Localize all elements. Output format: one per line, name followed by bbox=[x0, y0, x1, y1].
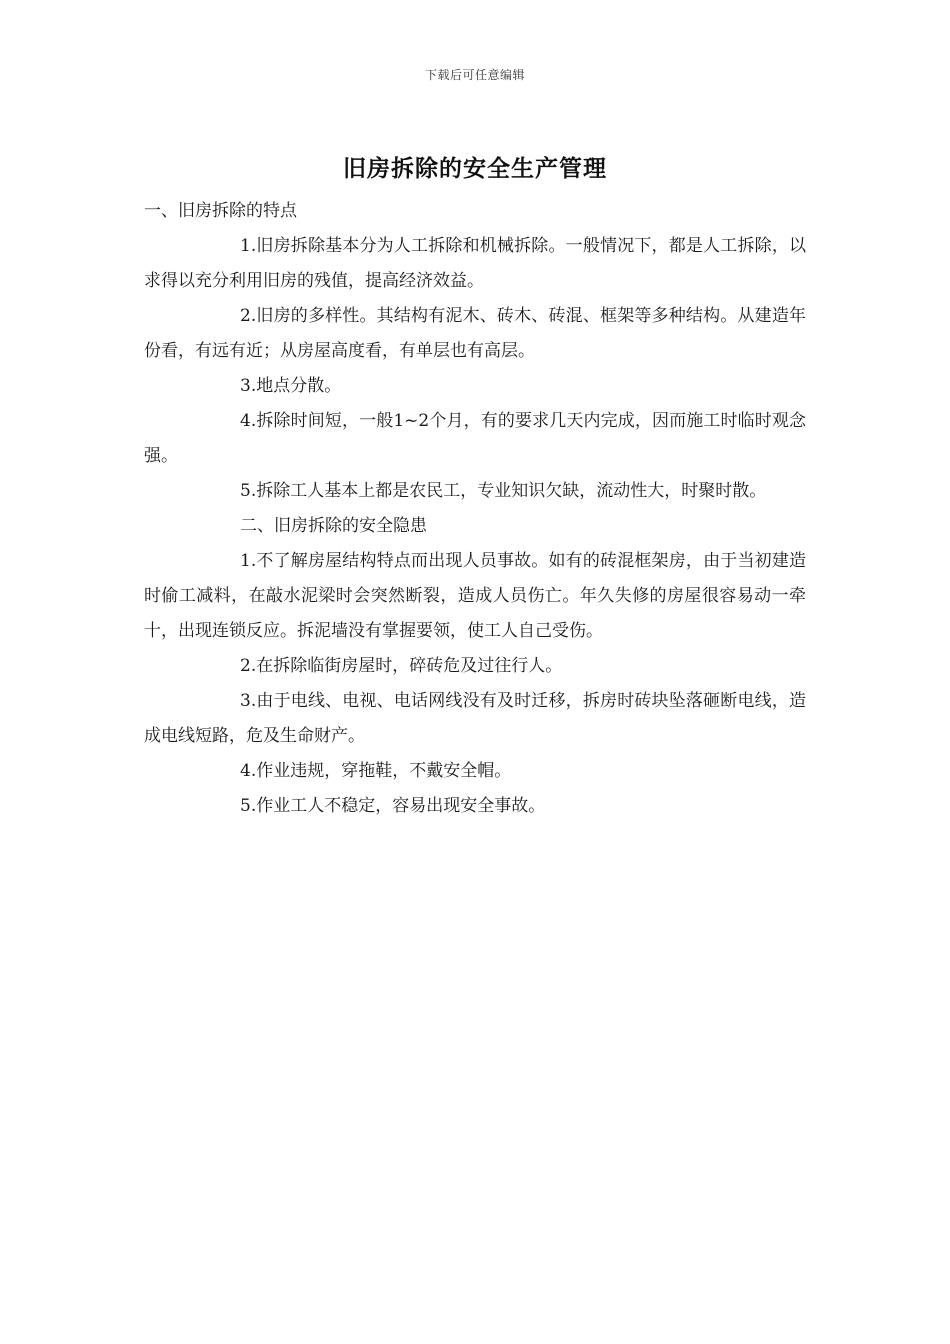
section-1-paragraph: 3.地点分散。 bbox=[240, 376, 342, 396]
section-1-paragraph: 5.拆除工人基本上都是农民工，专业知识欠缺，流动性大，时聚时散。 bbox=[240, 481, 767, 501]
document-title: 旧房拆除的安全生产管理 bbox=[343, 156, 607, 182]
section-2-paragraph: 1.不了解房屋结构特点而出现人员事故。如有的砖混框架房，由于当初建造时偷工减料，在敲水泥梁时会突然断裂，造成人员伤亡。年久失修的房屋很容易动一牵十，出现连锁反应。拆泥墙没有掌握要领，使工人自己受伤。 bbox=[144, 551, 806, 641]
section-2-paragraph: 4.作业违规，穿拖鞋，不戴安全帽。 bbox=[240, 761, 512, 781]
section-1-paragraph: 1.旧房拆除基本分为人工拆除和机械拆除。一般情况下，都是人工拆除，以求得以充分利用旧房的残值，提高经济效益。 bbox=[144, 236, 806, 291]
header-note: 下载后可任意编辑 bbox=[424, 68, 525, 82]
section-2-paragraph: 3.由于电线、电视、电话网线没有及时迁移，拆房时砖块坠落砸断电线，造成电线短路，危及生命财产。 bbox=[144, 691, 806, 746]
section-2-paragraph: 2.在拆除临街房屋时，碎砖危及过往行人。 bbox=[240, 656, 563, 676]
section-1-paragraph: 4.拆除时间短，一般1~2个月，有的要求几天内完成，因而施工时临时观念强。 bbox=[144, 411, 806, 466]
section-1-paragraph: 2.旧房的多样性。其结构有泥木、砖木、砖混、框架等多种结构。从建造年份看，有远有近；从房屋高度看，有单层也有高层。 bbox=[144, 306, 806, 361]
section-2-paragraph: 5.作业工人不稳定，容易出现安全事故。 bbox=[240, 796, 546, 816]
section-2-heading: 二、旧房拆除的安全隐患 bbox=[240, 516, 427, 536]
document-body bbox=[144, 194, 806, 824]
section-1-heading: 一、旧房拆除的特点 bbox=[144, 201, 297, 221]
